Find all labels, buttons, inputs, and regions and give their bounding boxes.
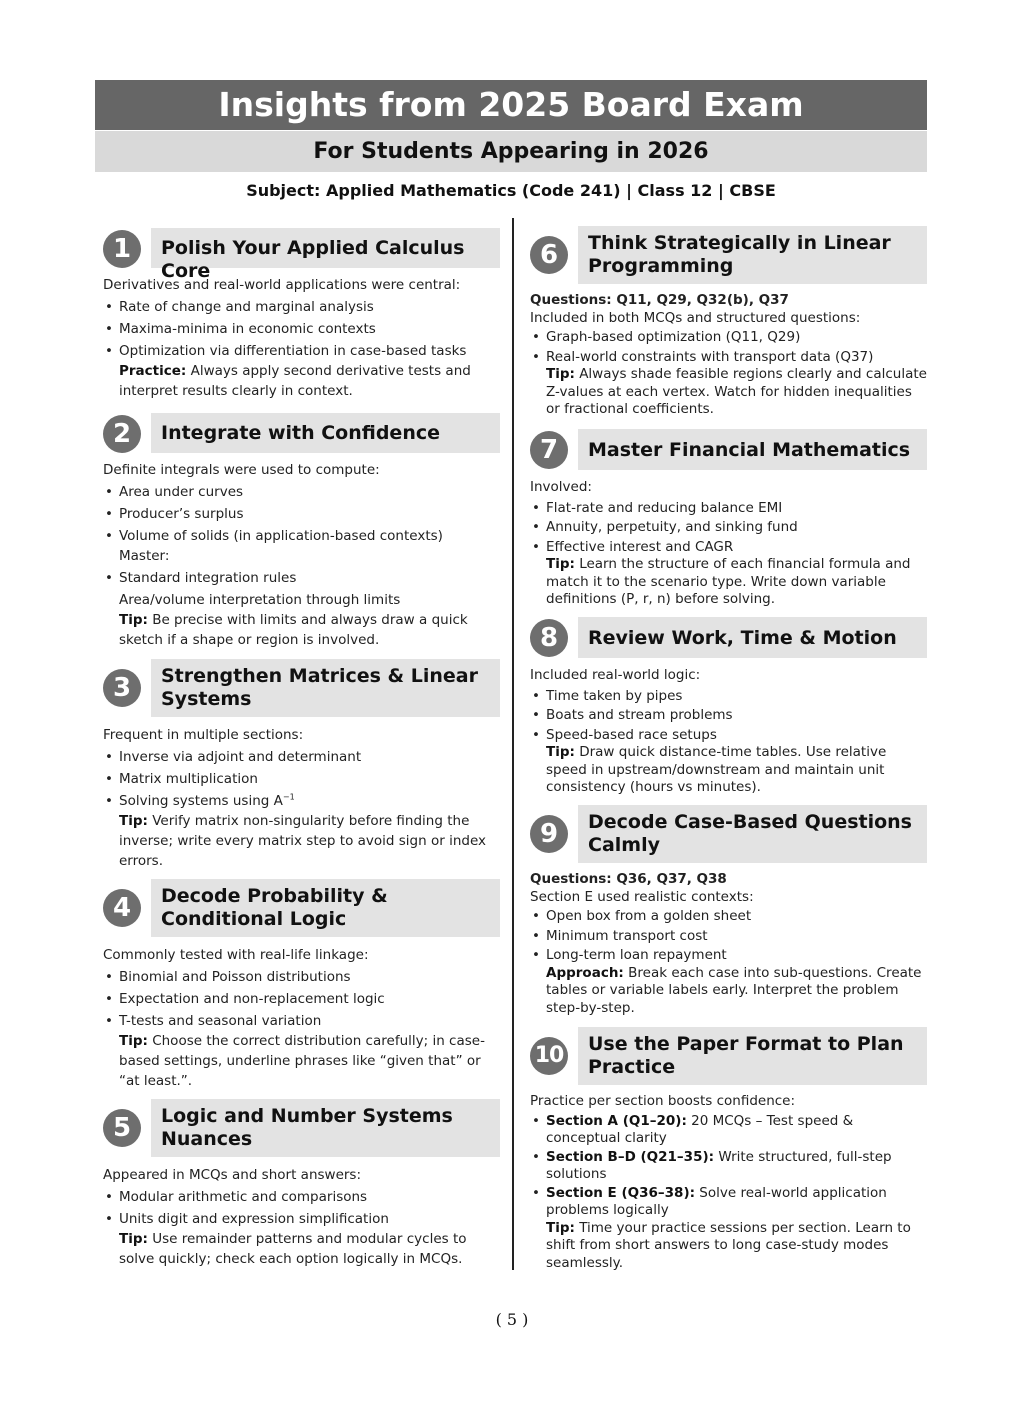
list-item: • Annuity, perpetuity, and sinking fund xyxy=(530,519,927,537)
section-title: Logic and Number Systems Nuances xyxy=(151,1099,500,1157)
section-title: Decode Case-Based Questions Calmly xyxy=(578,805,927,863)
subject-line: Subject: Applied Mathematics (Code 241) | Class 12 | CBSE xyxy=(246,181,776,200)
list-item xyxy=(530,1113,927,1148)
master-label: Master: xyxy=(119,548,170,564)
tip-body: Choose the correct distribution carefully; in case-based settings, underline phrases like “given that” or “at least.”. xyxy=(119,1033,485,1089)
bullet-list xyxy=(103,297,500,361)
section-intro: Included real-world logic: xyxy=(530,667,701,683)
tip-body: Verify matrix non-singularity before finding the inverse; write every matrix step to avoid sign or index errors. xyxy=(119,813,486,869)
item-label: Section E (Q36–38): xyxy=(546,1184,696,1201)
section-number-badge: 6 xyxy=(530,236,568,274)
list-item: • Matrix multiplication xyxy=(103,769,500,789)
section-10 xyxy=(530,1027,927,1271)
tip-label: Tip: xyxy=(546,556,575,572)
bullet-list xyxy=(530,329,927,366)
list-item: • Minimum transport cost xyxy=(530,928,927,946)
tip-body: Always apply second derivative tests and interpret results clearly in context. xyxy=(119,363,471,399)
list-item: • Real-world constraints with transport data (Q37) xyxy=(530,349,927,367)
list-item: • Units digit and expression simplification xyxy=(103,1209,500,1229)
tip-label: Practice: xyxy=(119,363,187,379)
section-title: Polish Your Applied Calculus Core xyxy=(151,228,500,268)
section-title: Think Strategically in Linear Programming xyxy=(578,226,927,284)
list-item xyxy=(530,1149,927,1184)
section-number-badge: 1 xyxy=(103,230,141,268)
tip-label: Tip: xyxy=(119,1033,148,1049)
tip-text xyxy=(530,744,927,797)
section-3 xyxy=(103,659,500,869)
item-text: 20 MCQs – Test speed & conceptual clarity xyxy=(546,1112,854,1146)
bullet-list xyxy=(530,500,927,557)
list-item: • Inverse via adjoint and determinant xyxy=(103,747,500,767)
section-title: Integrate with Confidence xyxy=(151,413,500,453)
list-item-text: Solving systems using A xyxy=(119,793,283,809)
bullet-list xyxy=(103,747,500,811)
list-item: • Effective interest and CAGR xyxy=(530,539,927,557)
tip-body: Learn the structure of each financial formula and match it to the scenario type. Write down variable definitions (P, r, n) before solving. xyxy=(546,556,911,607)
tip-body: Use remainder patterns and modular cycles to solve quickly; check each option logically in MCQs. xyxy=(119,1231,467,1267)
tip-body: Always shade feasible regions clearly and calculate Z-values at each vertex. Watch for hidden inequalities or fractional coefficients. xyxy=(546,366,927,417)
tip-body: Time your practice sessions per section. Learn to shift from short answers to long case-study modes seamlessly. xyxy=(546,1219,911,1271)
column-divider xyxy=(512,218,514,1270)
section-title: Strengthen Matrices & Linear Systems xyxy=(151,659,500,717)
list-item: • Area under curves xyxy=(103,482,500,502)
list-item: • Time taken by pipes xyxy=(530,688,927,706)
section-number-badge: 2 xyxy=(103,415,141,453)
list-item: • Expectation and non-replacement logic xyxy=(103,989,500,1009)
tip-text xyxy=(103,610,500,650)
section-intro: Frequent in multiple sections: xyxy=(103,727,304,743)
section-9 xyxy=(530,805,927,1016)
page-title: Insights from 2025 Board Exam xyxy=(95,80,927,130)
tip-label: Tip: xyxy=(546,744,575,760)
section-intro: Derivatives and real-world applications were central: xyxy=(103,277,461,293)
section-number-badge: 3 xyxy=(103,669,141,707)
tip-text xyxy=(530,556,927,609)
tip-body: Be precise with limits and always draw a quick sketch if a shape or region is involved. xyxy=(119,612,468,648)
section-7 xyxy=(530,429,927,607)
section-number-badge: 8 xyxy=(530,619,568,657)
section-title: Decode Probability & Conditional Logic xyxy=(151,879,500,937)
section-number-badge: 5 xyxy=(103,1109,141,1147)
section-intro: Commonly tested with real-life linkage: xyxy=(103,947,369,963)
section-1 xyxy=(103,228,500,399)
list-item: • Long-term loan repayment xyxy=(530,947,927,965)
bullet-list xyxy=(103,568,500,588)
tip-label: Tip: xyxy=(119,813,148,829)
bullet-list xyxy=(530,688,927,745)
section-title: Review Work, Time & Motion xyxy=(578,617,927,658)
section-intro: Practice per section boosts confidence: xyxy=(530,1093,796,1109)
section-number-badge: 4 xyxy=(103,889,141,927)
list-item: • Flat-rate and reducing balance EMI xyxy=(530,500,927,518)
section-number-badge: 9 xyxy=(530,815,568,853)
page-number: ( 5 ) xyxy=(495,1310,529,1329)
section-intro: Involved: xyxy=(530,479,592,495)
bullet-list xyxy=(530,1113,927,1220)
section-intro: Included in both MCQs and structured questions: xyxy=(530,309,861,326)
list-item xyxy=(103,791,500,811)
section-6 xyxy=(530,226,927,417)
list-item xyxy=(530,1185,927,1220)
list-item: • Standard integration rules xyxy=(103,568,500,588)
item-label: Section B–D (Q21–35): xyxy=(546,1148,715,1165)
list-item: • Speed-based race setups xyxy=(530,727,927,745)
section-number-badge: 7 xyxy=(530,431,568,469)
tip-text xyxy=(530,1220,927,1273)
tip-text xyxy=(530,366,927,419)
section-8 xyxy=(530,617,927,795)
bullet-list xyxy=(103,1187,500,1229)
tip-label: Tip: xyxy=(546,1219,575,1236)
list-item: • Volume of solids (in application-based contexts) xyxy=(103,526,500,546)
continued-line: Area/volume interpretation through limits xyxy=(119,592,401,608)
section-intro: Definite integrals were used to compute: xyxy=(103,462,380,478)
tip-label: Tip: xyxy=(119,1231,148,1247)
tip-body: Break each case into sub-questions. Create tables or variable labels early. Interpret the problem step-by-step. xyxy=(546,964,922,1016)
tip-text xyxy=(103,1031,500,1091)
section-intro: Section E used realistic contexts: xyxy=(530,888,754,905)
tip-label: Tip: xyxy=(119,612,148,628)
section-intro: Appeared in MCQs and short answers: xyxy=(103,1167,362,1183)
list-item: • Boats and stream problems xyxy=(530,707,927,725)
bullet-list xyxy=(103,482,500,546)
tip-text xyxy=(103,1229,500,1269)
questions-line: Questions: Q11, Q29, Q32(b), Q37 xyxy=(530,292,789,308)
tip-label: Tip: xyxy=(546,366,575,382)
bullet-list xyxy=(530,908,927,965)
tip-text xyxy=(103,361,500,401)
tip-body: Draw quick distance-time tables. Use relative speed in upstream/downstream and maintain unit consistency (hours vs minutes). xyxy=(546,744,887,795)
section-title: Master Financial Mathematics xyxy=(578,429,927,470)
item-text: Solve real-world application problems logically xyxy=(546,1184,887,1218)
section-4 xyxy=(103,879,500,1089)
section-5 xyxy=(103,1099,500,1267)
list-item: • Maxima-minima in economic contexts xyxy=(103,319,500,339)
questions-line: Questions: Q36, Q37, Q38 xyxy=(530,871,727,887)
item-label: Section A (Q1–20): xyxy=(546,1112,687,1129)
section-title: Use the Paper Format to Plan Practice xyxy=(578,1027,927,1085)
list-item: • T-tests and seasonal variation xyxy=(103,1011,500,1031)
list-item: • Producer’s surplus xyxy=(103,504,500,524)
tip-text xyxy=(103,811,500,871)
list-item: • Open box from a golden sheet xyxy=(530,908,927,926)
bullet-list xyxy=(103,967,500,1031)
superscript: −1 xyxy=(282,792,295,802)
list-item: • Graph-based optimization (Q11, Q29) xyxy=(530,329,927,347)
item-text: Write structured, full-step solutions xyxy=(546,1148,892,1182)
list-item: • Binomial and Poisson distributions xyxy=(103,967,500,987)
list-item: • Modular arithmetic and comparisons xyxy=(103,1187,500,1207)
tip-text xyxy=(530,965,927,1018)
section-2 xyxy=(103,413,500,648)
list-item: • Optimization via differentiation in case-based tasks xyxy=(103,341,500,361)
section-number-badge: 10 xyxy=(530,1037,568,1075)
tip-label: Approach: xyxy=(546,964,624,981)
list-item: • Rate of change and marginal analysis xyxy=(103,297,500,317)
page-subtitle: For Students Appearing in 2026 xyxy=(95,131,927,172)
